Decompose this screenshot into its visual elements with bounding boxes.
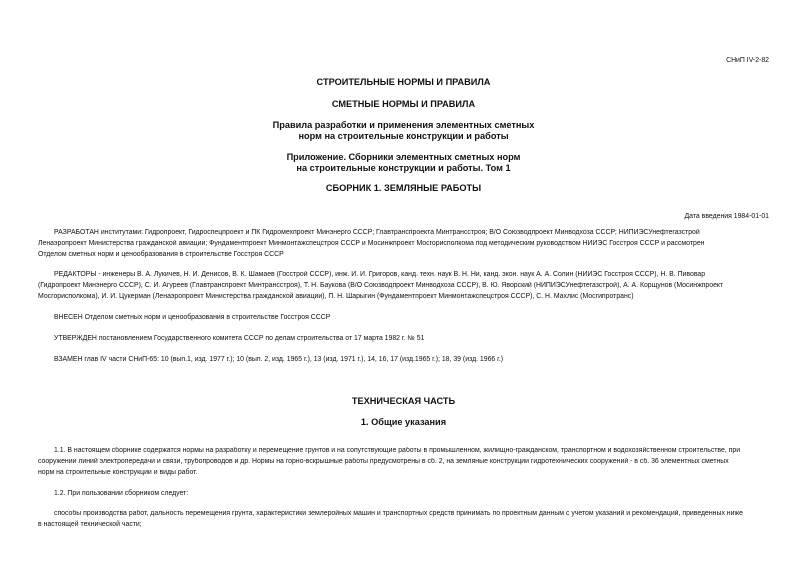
editors-line-2: (Гидропроект Минэнерго СССР), С. И. Агуреев (Главтранспроект Минтрансстроя), Т. Н. Баукова (В/О Союзводпроект Минводхоза СССР), В. Ю. Яворский (НИПИЭСУнефтегазстрой), А. А. Корщунов (Мосинжпроект [38, 282, 724, 289]
replaces: ВЗАМЕН глав IV части СНиП-65: 10 (вып.1, изд. 1977 г.); 10 (вып. 2, изд. 1965 г.), 13 (изд. 1971 г.), 14, 16, 17 (изд.1965 г.); 18, 39 (изд. 1966 г.) [54, 356, 504, 363]
introduction-date: Дата введения 1984-01-01 [684, 213, 769, 220]
para-1-1-line-2: сооружении линий электропередачи и связи, трубопроводов и др. Нормы на горно-вскрышные работы предусмотрены в сб. 2, на земляные конструкции гидротехнических сооружений - в сб. 36 элементных сметных [38, 458, 729, 465]
title-collection: СБОРНИК 1. ЗЕМЛЯНЫЕ РАБОТЫ [325, 183, 482, 193]
title-building-norms: СТРОИТЕЛЬНЫЕ НОРМЫ И ПРАВИЛА [316, 77, 491, 87]
approved-by: УТВЕРЖДЕН постановлением Государственного комитета СССР по делам строительства от 17 марта 1982 г. № 51 [54, 335, 425, 342]
developed-line-1: РАЗРАБОТАН институтами: Гидропроект, Гидроспецпроект и ПК Гидромехпроект Минэнерго СССР; Главтранспроекта Минтрансстроя; В/О Союзводпроект Минводхоза СССР; НИПИЭСУнефтегазстрой [54, 229, 700, 236]
title-rules-line-2: норм на строительные конструкции и работы [298, 131, 509, 141]
para-1-2-a-line-1: способы производства работ, дальность перемещения грунта, характеристики землеройных машин и транспортных средств принимать по проектным данным с учетом указаний и рекомендаций, приведенных ниже [54, 510, 743, 517]
para-1-1-line-1: 1.1. В настоящем сборнике содержатся нормы на разработку и перемещение грунтов и на сопутствующие работы в промышленном, жилищно-гражданском, транспортном и водохозяйственном строительстве, при [54, 447, 741, 454]
para-1-2-a-line-2: в настоящей технической части; [38, 521, 142, 528]
editors-line-3: Мосгорисполкома), И. И. Цукерман (Ленаэропроект Министерства гражданской авиации), П. Н. Шарыгин (Фундаментпроект Минмонтажспецстроя СССР), С. Н. Махлис (Мосгипротранс) [38, 293, 634, 300]
document-code: СНиП IV-2-82 [726, 57, 769, 64]
developed-line-2: Ленаэропроект Министерства гражданской авиации; Фундаментпроект Минмонтажспецстроя СССР и Мосинжпроект Мосгорисполкома под методическим руководством НИИЭС Госстроя СССР и рассмотрен [38, 240, 705, 247]
title-appendix-line-1: Приложение. Сборники элементных сметных норм [286, 152, 521, 162]
title-estimate-norms: СМЕТНЫЕ НОРМЫ И ПРАВИЛА [331, 99, 476, 109]
title-rules-line-1: Правила разработки и применения элементных сметных [272, 120, 535, 130]
title-appendix-line-2: на строительные конструкции и работы. Том 1 [296, 163, 511, 173]
submitted-by: ВНЕСЕН Отделом сметных норм и ценообразования в строительстве Госстроя СССР [54, 314, 331, 321]
para-1-1-line-3: норм на строительные конструкции и виды работ. [38, 469, 198, 476]
technical-part-title: ТЕХНИЧЕСКАЯ ЧАСТЬ [351, 396, 456, 406]
general-provisions-title: 1. Общие указания [360, 417, 447, 427]
developed-line-3: Отделом сметных норм и ценообразования в строительстве Госстроя СССР [38, 251, 284, 258]
para-1-2: 1.2. При пользовании сборником следует: [54, 490, 189, 497]
editors-line-1: РЕДАКТОРЫ - инженеры В. А. Лукичев, Н. И. Денисов, В. К. Шамаев (Госстрой СССР), инж. И. И. Григоров, канд. техн. наук В. Н. Ни, канд. экон. наук А. А. Солин (НИИЭС Госстроя СССР), Н. В. Пивовар [54, 271, 706, 278]
